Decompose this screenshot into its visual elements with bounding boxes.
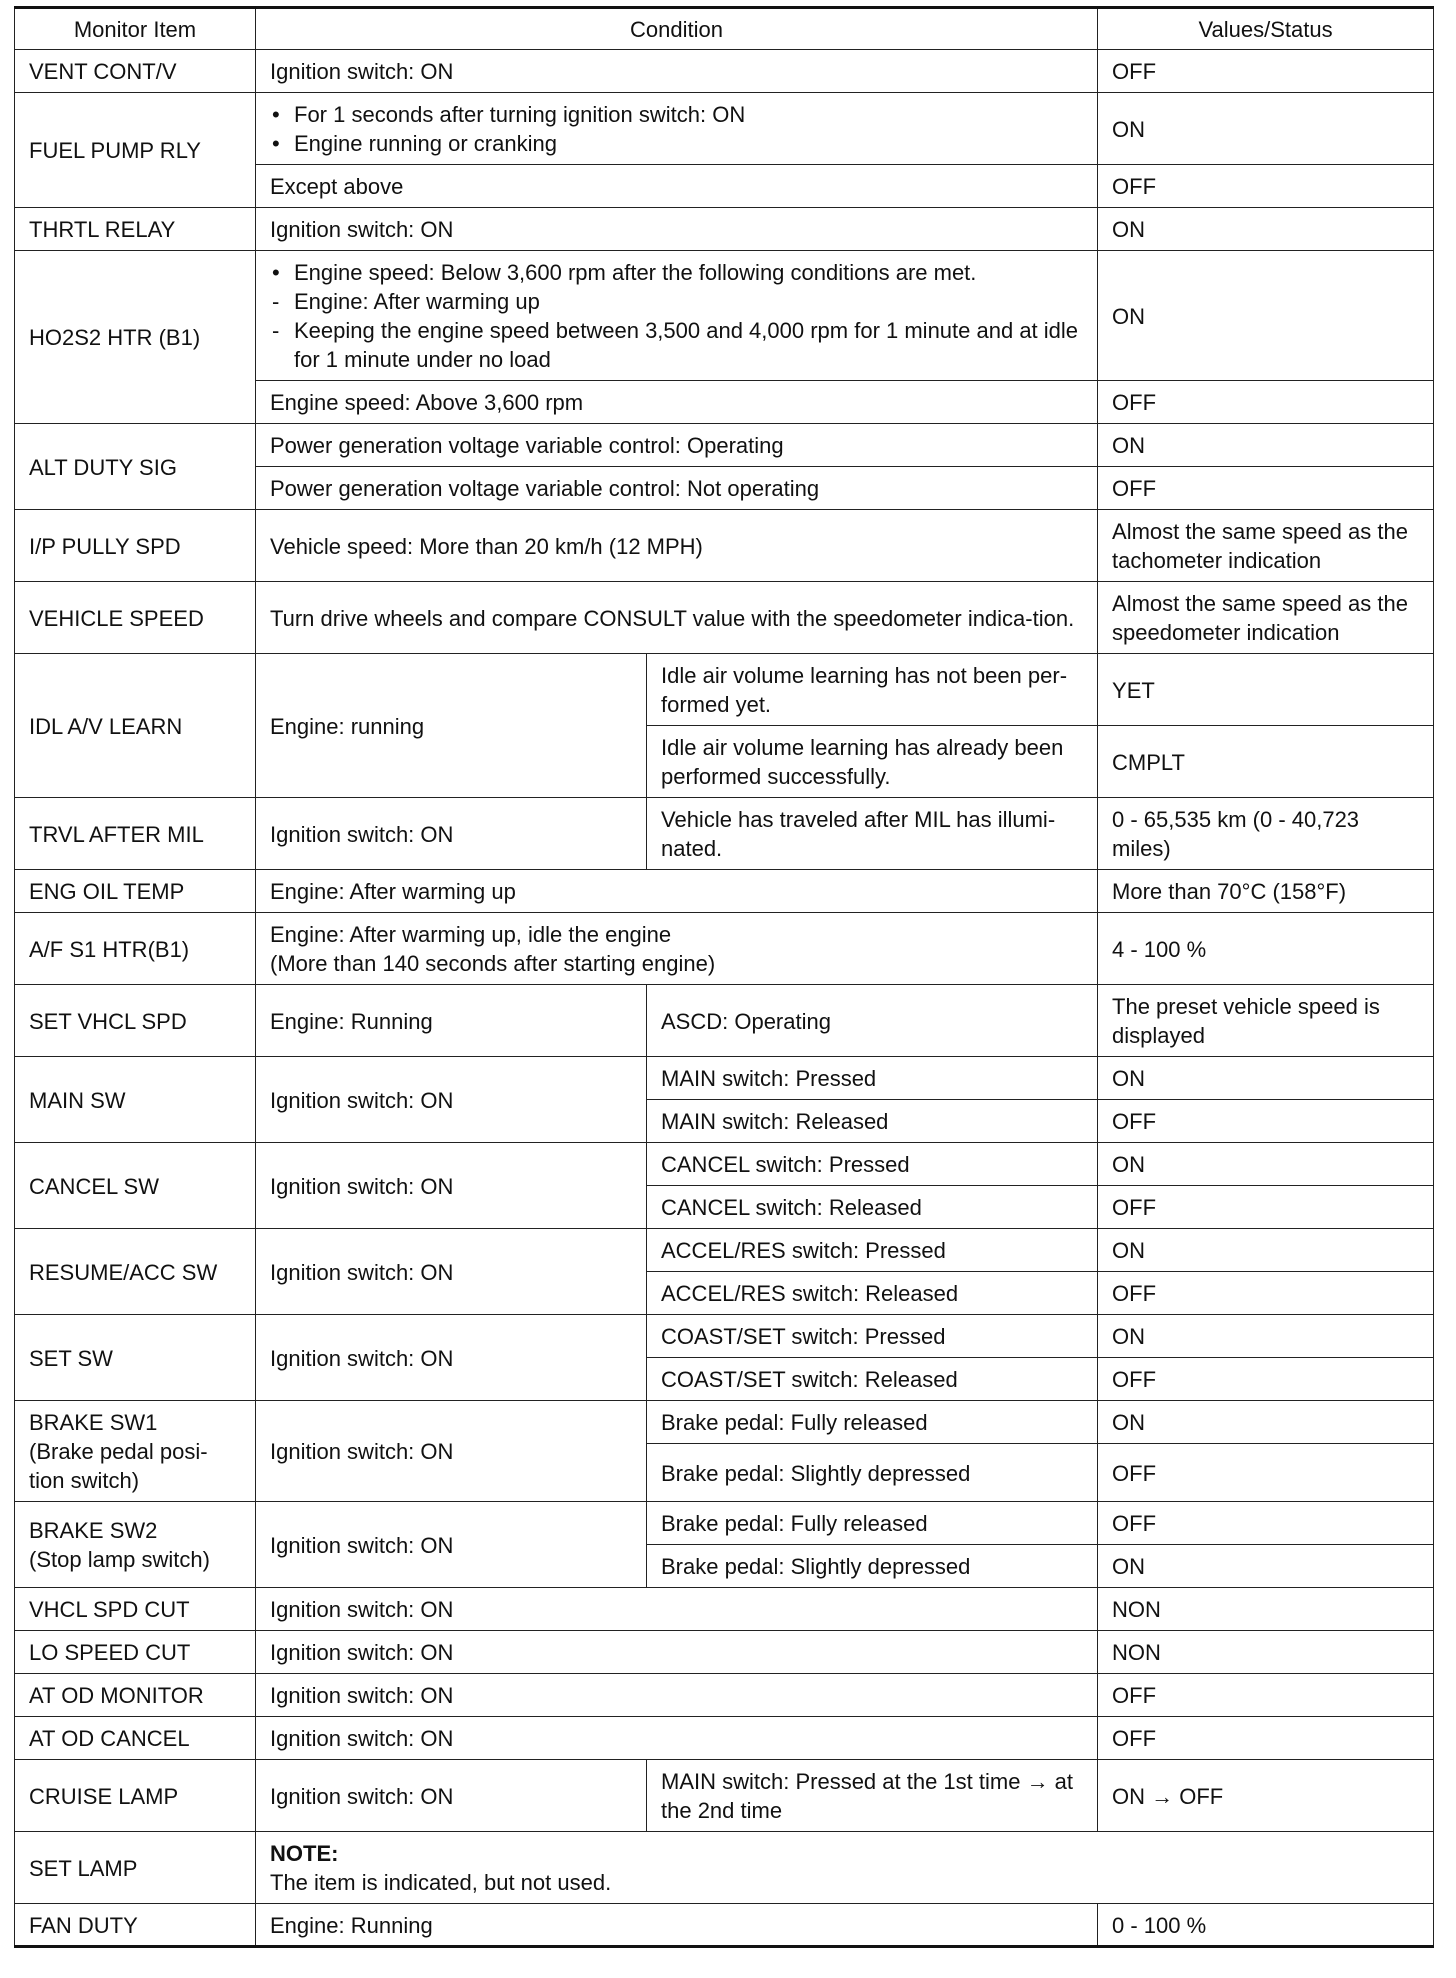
condition-cell: Except above — [256, 165, 1098, 208]
condition-cell: Ignition switch: ON — [256, 1588, 1098, 1631]
monitor-item-cell: ENG OIL TEMP — [15, 870, 256, 913]
monitor-item-cell: LO SPEED CUT — [15, 1631, 256, 1674]
condition-cell: Ignition switch: ON — [256, 1674, 1098, 1717]
condition-bullet-list — [270, 100, 1083, 158]
condition-cell: Turn drive wheels and compare CONSULT value with the speedometer indica-tion. — [256, 582, 1098, 654]
condition-cell: Ignition switch: ON — [256, 1057, 647, 1143]
table-row — [15, 798, 1434, 870]
value-cell: More than 70°C (158°F) — [1098, 870, 1434, 913]
value-cell: OFF — [1098, 165, 1434, 208]
monitor-item-cell: HO2S2 HTR (B1) — [15, 251, 256, 424]
value-cell: ON — [1098, 1143, 1434, 1186]
condition-cell: Power generation voltage variable control: Not operating — [256, 467, 1098, 510]
value-cell: ON — [1098, 208, 1434, 251]
monitor-item-cell: VEHICLE SPEED — [15, 582, 256, 654]
monitor-item-cell: RESUME/ACC SW — [15, 1229, 256, 1315]
note-text: The item is indicated, but not used. — [270, 1870, 612, 1895]
condition-cell: Engine speed: Above 3,600 rpm — [256, 381, 1098, 424]
monitor-item-cell: ALT DUTY SIG — [15, 424, 256, 510]
table-row — [15, 1502, 1434, 1545]
value-cell: OFF — [1098, 1444, 1434, 1502]
table-row — [15, 1631, 1434, 1674]
condition-cell: Power generation voltage variable control: Operating — [256, 424, 1098, 467]
value-cell: NON — [1098, 1631, 1434, 1674]
value-cell: OFF — [1098, 1502, 1434, 1545]
table-row — [15, 424, 1434, 467]
list-item: • Engine speed: Below 3,600 rpm after the following conditions are met. — [272, 260, 977, 285]
table-row — [15, 582, 1434, 654]
value-cell: ON — [1098, 424, 1434, 467]
monitor-item-cell: MAIN SW — [15, 1057, 256, 1143]
condition-cell: Vehicle speed: More than 20 km/h (12 MPH) — [256, 510, 1098, 582]
value-cell: Almost the same speed as the speedometer indication — [1098, 582, 1434, 654]
monitor-item-cell: VHCL SPD CUT — [15, 1588, 256, 1631]
sub-condition-cell: Vehicle has traveled after MIL has illumi-nated. — [647, 798, 1098, 870]
monitor-item-cell: TRVL AFTER MIL — [15, 798, 256, 870]
sub-condition-cell: Brake pedal: Fully released — [647, 1401, 1098, 1444]
monitor-item-cell: FAN DUTY — [15, 1904, 256, 1947]
value-cell: Almost the same speed as the tachometer indication — [1098, 510, 1434, 582]
table-row — [15, 1401, 1434, 1444]
condition-cell: Ignition switch: ON — [256, 1401, 647, 1502]
monitor-item-table — [14, 6, 1434, 1948]
table-row — [15, 1832, 1434, 1904]
condition-cell: Ignition switch: ON — [256, 1143, 647, 1229]
document-page — [14, 6, 1433, 1948]
value-cell: ON → OFF — [1098, 1760, 1434, 1832]
table-row — [15, 1588, 1434, 1631]
value-cell: 0 - 65,535 km (0 - 40,723 miles) — [1098, 798, 1434, 870]
sub-condition-cell: MAIN switch: Pressed — [647, 1057, 1098, 1100]
monitor-item-cell: IDL A/V LEARN — [15, 654, 256, 798]
value-cell: OFF — [1098, 467, 1434, 510]
list-item: - Keeping the engine speed between 3,500 and 4,000 rpm for 1 minute and at idle for 1 minute under no load — [272, 318, 1079, 372]
value-cell: CMPLT — [1098, 726, 1434, 798]
condition-cell: Engine: Running — [256, 985, 647, 1057]
sub-condition-cell: ASCD: Operating — [647, 985, 1098, 1057]
value-cell: 0 - 100 % — [1098, 1904, 1434, 1947]
table-row — [15, 1143, 1434, 1186]
sub-condition-cell: Idle air volume learning has already been performed successfully. — [647, 726, 1098, 798]
condition-cell: Ignition switch: ON — [256, 1631, 1098, 1674]
header-condition: Condition — [256, 8, 1098, 50]
monitor-item-cell: CRUISE LAMP — [15, 1760, 256, 1832]
value-cell: OFF — [1098, 1100, 1434, 1143]
sub-condition-cell: ACCEL/RES switch: Released — [647, 1272, 1098, 1315]
condition-cell: Engine: Running — [256, 1904, 1098, 1947]
table-row — [15, 1717, 1434, 1760]
value-cell: OFF — [1098, 381, 1434, 424]
list-item: - Engine: After warming up — [272, 289, 540, 314]
monitor-item-cell: VENT CONT/V — [15, 50, 256, 93]
table-row — [15, 870, 1434, 913]
value-cell: OFF — [1098, 1186, 1434, 1229]
sub-condition-cell: CANCEL switch: Released — [647, 1186, 1098, 1229]
header-values-status: Values/Status — [1098, 8, 1434, 50]
table-row — [15, 50, 1434, 93]
condition-cell: Ignition switch: ON — [256, 1760, 647, 1832]
monitor-item-cell: A/F S1 HTR(B1) — [15, 913, 256, 985]
condition-cell: Engine: After warming up, idle the engine (More than 140 seconds after starting engine) — [256, 913, 1098, 985]
sub-condition-cell: Brake pedal: Slightly depressed — [647, 1545, 1098, 1588]
sub-condition-cell: COAST/SET switch: Released — [647, 1358, 1098, 1401]
monitor-item-cell: SET SW — [15, 1315, 256, 1401]
table-row — [15, 913, 1434, 985]
value-cell: OFF — [1098, 1717, 1434, 1760]
sub-condition-cell: MAIN switch: Released — [647, 1100, 1098, 1143]
monitor-item-cell: SET LAMP — [15, 1832, 256, 1904]
value-cell: OFF — [1098, 1358, 1434, 1401]
condition-bullet-list — [270, 258, 1083, 374]
note-cell — [256, 1832, 1434, 1904]
value-cell: OFF — [1098, 1674, 1434, 1717]
table-row — [15, 1057, 1434, 1100]
monitor-item-cell: SET VHCL SPD — [15, 985, 256, 1057]
monitor-item-cell: AT OD CANCEL — [15, 1717, 256, 1760]
table-row — [15, 251, 1434, 381]
sub-condition-cell: COAST/SET switch: Pressed — [647, 1315, 1098, 1358]
condition-cell: Ignition switch: ON — [256, 1717, 1098, 1760]
value-cell: ON — [1098, 1057, 1434, 1100]
condition-cell: Ignition switch: ON — [256, 1315, 647, 1401]
condition-cell — [256, 251, 1098, 381]
value-cell: ON — [1098, 1315, 1434, 1358]
monitor-item-cell: BRAKE SW1 (Brake pedal posi-tion switch) — [15, 1401, 256, 1502]
table-row — [15, 510, 1434, 582]
table-row — [15, 1760, 1434, 1832]
monitor-item-cell: I/P PULLY SPD — [15, 510, 256, 582]
list-item: • Engine running or cranking — [272, 131, 557, 156]
note-label: NOTE: — [270, 1841, 339, 1866]
value-cell: ON — [1098, 93, 1434, 165]
table-row — [15, 1229, 1434, 1272]
table-row — [15, 1315, 1434, 1358]
condition-cell — [256, 93, 1098, 165]
table-row — [15, 1904, 1434, 1947]
sub-condition-cell: CANCEL switch: Pressed — [647, 1143, 1098, 1186]
value-cell: ON — [1098, 251, 1434, 381]
condition-cell: Ignition switch: ON — [256, 208, 1098, 251]
value-cell: OFF — [1098, 1272, 1434, 1315]
value-cell: 4 - 100 % — [1098, 913, 1434, 985]
condition-cell: Engine: After warming up — [256, 870, 1098, 913]
table-row — [15, 93, 1434, 165]
monitor-item-cell: AT OD MONITOR — [15, 1674, 256, 1717]
monitor-item-cell: CANCEL SW — [15, 1143, 256, 1229]
condition-cell: Ignition switch: ON — [256, 798, 647, 870]
list-item: • For 1 seconds after turning ignition switch: ON — [272, 102, 746, 127]
condition-cell: Ignition switch: ON — [256, 1502, 647, 1588]
monitor-item-cell: THRTL RELAY — [15, 208, 256, 251]
monitor-item-cell: BRAKE SW2 (Stop lamp switch) — [15, 1502, 256, 1588]
value-cell: ON — [1098, 1229, 1434, 1272]
value-cell: The preset vehicle speed is displayed — [1098, 985, 1434, 1057]
table-row — [15, 654, 1434, 726]
sub-condition-cell: MAIN switch: Pressed at the 1st time → at the 2nd time — [647, 1760, 1098, 1832]
condition-cell: Engine: running — [256, 654, 647, 798]
sub-condition-cell: ACCEL/RES switch: Pressed — [647, 1229, 1098, 1272]
value-cell: ON — [1098, 1401, 1434, 1444]
sub-condition-cell: Idle air volume learning has not been per-formed yet. — [647, 654, 1098, 726]
table-header-row — [15, 8, 1434, 50]
table-row — [15, 208, 1434, 251]
value-cell: ON — [1098, 1545, 1434, 1588]
value-cell: YET — [1098, 654, 1434, 726]
table-row — [15, 985, 1434, 1057]
condition-cell: Ignition switch: ON — [256, 50, 1098, 93]
sub-condition-cell: Brake pedal: Slightly depressed — [647, 1444, 1098, 1502]
sub-condition-cell: Brake pedal: Fully released — [647, 1502, 1098, 1545]
monitor-item-cell: FUEL PUMP RLY — [15, 93, 256, 208]
table-row — [15, 1674, 1434, 1717]
value-cell: NON — [1098, 1588, 1434, 1631]
header-monitor-item: Monitor Item — [15, 8, 256, 50]
condition-cell: Ignition switch: ON — [256, 1229, 647, 1315]
value-cell: OFF — [1098, 50, 1434, 93]
